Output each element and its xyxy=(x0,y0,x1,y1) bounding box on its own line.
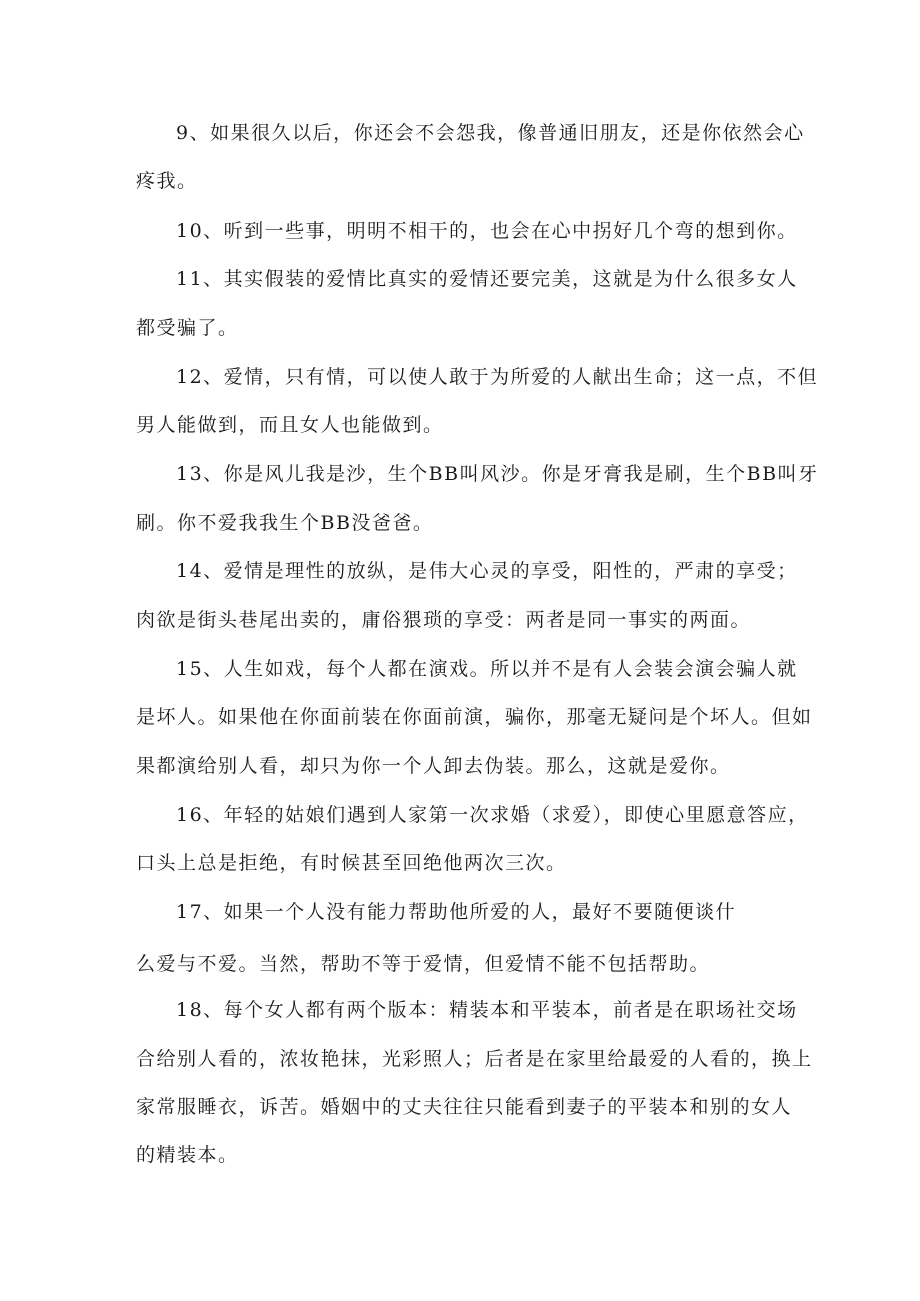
para-15-line-1: 15、人生如戏，每个人都在演戏。所以并不是有人会装会演会骗人就 xyxy=(176,658,798,680)
para-16-line-2: 口头上总是拒绝，有时候甚至回绝他两次三次。 xyxy=(136,852,567,874)
para-15-line-2: 是坏人。如果他在你面前装在你面前演，骗你，那毫无疑问是个坏人。但如 xyxy=(136,706,813,728)
para-9-line-1: 9、如果很久以后，你还会不会怨我，像普通旧朋友，还是你依然会心 xyxy=(176,122,805,144)
para-18-line-3: 家常服睡衣，诉苦。婚姻中的丈夫往往只能看到妻子的平装本和别的女人 xyxy=(136,1096,793,1118)
para-11-line-2: 都受骗了。 xyxy=(136,317,239,339)
para-13-line-1: 13、你是风儿我是沙，生个BB叫风沙。你是牙膏我是刷，生个BB叫牙 xyxy=(176,463,819,485)
para-18-line-4: 的精装本。 xyxy=(136,1144,239,1166)
para-18-line-2: 合给别人看的，浓妆艳抹，光彩照人；后者是在家里给最爱的人看的，换上 xyxy=(136,1048,813,1070)
para-14-line-1: 14、爱情是理性的放纵，是伟大心灵的享受，阳性的，严肃的享受； xyxy=(176,560,798,582)
para-17-line-2: 么爱与不爱。当然，帮助不等于爱情，但爱情不能不包括帮助。 xyxy=(136,953,711,975)
para-13-line-2: 刷。你不爱我我生个BB没爸爸。 xyxy=(136,512,434,534)
para-10-line-1: 10、听到一些事，明明不相干的，也会在心中拐好几个弯的想到你。 xyxy=(176,220,798,242)
para-9-line-2: 疼我。 xyxy=(136,170,198,192)
para-15-line-3: 果都演给别人看，却只为你一个人卸去伪装。那么，这就是爱你。 xyxy=(136,755,731,777)
para-17-line-1: 17、如果一个人没有能力帮助他所爱的人，最好不要随便谈什 xyxy=(176,901,737,923)
para-11-line-1: 11、其实假装的爱情比真实的爱情还要完美，这就是为什么很多女人 xyxy=(176,268,798,290)
para-12-line-2: 男人能做到，而且女人也能做到。 xyxy=(136,414,444,436)
para-12-line-1: 12、爱情，只有情，可以使人敢于为所爱的人献出生命；这一点，不但 xyxy=(176,366,819,388)
para-16-line-1: 16、年轻的姑娘们遇到人家第一次求婚（求爱），即使心里愿意答应， xyxy=(176,804,809,826)
para-18-line-1: 18、每个女人都有两个版本：精装本和平装本，前者是在职场社交场 xyxy=(176,999,798,1021)
para-14-line-2: 肉欲是街头巷尾出卖的，庸俗猥琐的享受：两者是同一事实的两面。 xyxy=(136,609,752,631)
